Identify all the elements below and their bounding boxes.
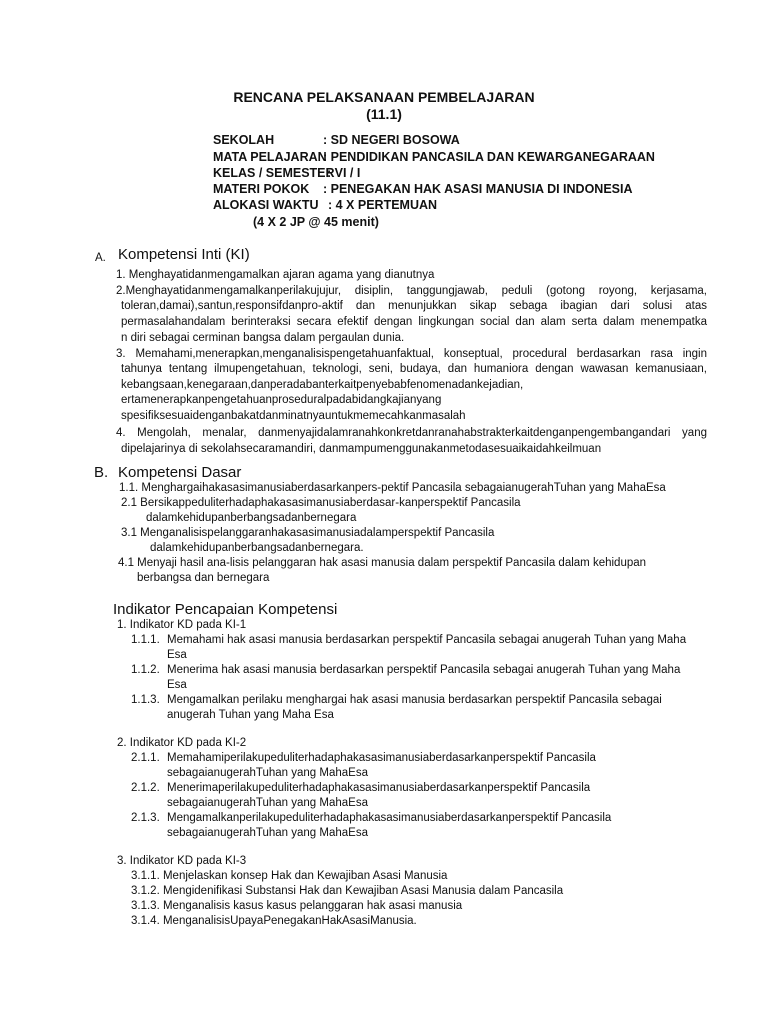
- ki-item-2-line-2: toleran,damai),santun,responsifdanpro-aktif dan menunjukkan sikap sebaga ibagian dari solusi atas: [121, 300, 707, 312]
- ki-item-2-line-4: n diri sebagai cerminan bangsa dalam pergaulan dunia.: [121, 332, 405, 344]
- indikator-1-1-1-num: 1.1.1.: [131, 634, 160, 646]
- section-a-marker: A.: [95, 252, 106, 264]
- indikator-1-1-2-line-2: Esa: [167, 679, 187, 691]
- meta-label-alokasi: ALOKASI WAKTU: [213, 198, 319, 212]
- indikator-3-1-2: 3.1.2. Mengidenifikasi Substansi Hak dan Kewajiban Asasi Manusia dalam Pancasila: [131, 885, 564, 897]
- meta-value-alokasi: : 4 X PERTEMUAN: [328, 198, 438, 212]
- indikator-3-1-1: 3.1.1. Menjelaskan konsep Hak dan Kewajiban Asasi Manusia: [131, 870, 448, 882]
- indikator-1-1-1-line-2: Esa: [167, 649, 187, 661]
- ki-item-3-line-5: spesifiksesuaidenganbakatdanminatnyauntukmemecahkanmasalah: [121, 410, 466, 422]
- indikator-2-1-1-num: 2.1.1.: [131, 752, 160, 764]
- meta-label-sekolah: SEKOLAH: [213, 133, 275, 147]
- indikator-1-1-2-line-1: Menerima hak asasi manusia berdasarkan perspektif Pancasila sebagai anugerah Tuhan yang Maha: [167, 664, 681, 676]
- ki-item-1-line-1: 1. Menghayatidanmengamalkan ajaran agama yang dianutnya: [116, 269, 435, 281]
- meta-value-materi: : PENEGAKAN HAK ASASI MANUSIA DI INDONESIA: [323, 182, 633, 196]
- kd-item-4-line-2: berbangsa dan bernegara: [137, 572, 270, 584]
- ki-item-4-line-1: 4. Mengolah, menalar, danmenyajidalamranahkonkretdanranahabstrakterkaitdenganpengembangandari yang: [116, 427, 707, 439]
- indikator-heading: Indikator Pencapaian Kompetensi: [113, 601, 338, 618]
- indikator-1-1-3-line-1: Mengamalkan perilaku menghargai hak asasi manusia berdasarkan perspektif Pancasila sebagai: [167, 694, 662, 706]
- meta-label-materi: MATERI POKOK: [213, 182, 310, 196]
- kd-item-2-line-2: dalamkehidupanberbangsadanbernegara: [146, 512, 357, 524]
- indikator-1-1-3-num: 1.1.3.: [131, 694, 160, 706]
- kd-item-3-line-2: dalamkehidupanberbangsadanbernegara.: [150, 542, 364, 554]
- indikator-group-1-title: 1. Indikator KD pada KI-1: [117, 619, 247, 631]
- document-title: RENCANA PELAKSANAAN PEMBELAJARAN: [233, 89, 535, 105]
- indikator-1-1-1-line-1: Memahami hak asasi manusia berdasarkan perspektif Pancasila sebagai anugerah Tuhan yang Maha: [167, 634, 687, 646]
- indikator-group-2-title: 2. Indikator KD pada KI-2: [117, 737, 247, 749]
- indikator-group-3-title: 3. Indikator KD pada KI-3: [117, 855, 247, 867]
- section-b-heading: Kompetensi Dasar: [118, 464, 242, 481]
- indikator-2-1-1-line-1: Memahamiperilakupeduliterhadaphakasasimanusiaberdasarkanperspektif Pancasila: [167, 752, 596, 764]
- section-a-heading: Kompetensi Inti (KI): [118, 246, 250, 263]
- ki-item-4-line-2: dipelajarinya di sekolahsecaramandiri, danmampumenggunakanmetodasesuaikaidahkeilmuan: [121, 443, 602, 455]
- ki-item-3-line-4: ertamenerapkanpengetahuanproseduralpadabidangkajianyang: [121, 394, 442, 406]
- ki-item-2-line-3: permasalahandalam berinteraksi secara efektif dengan lingkungan social dan alam serta dalam menempatka: [121, 316, 707, 328]
- ki-item-3-line-3: kebangsaan,kenegaraan,danperadabanterkaitpenyebabfenomenadankejadian,: [121, 379, 524, 391]
- kd-item-2-line-1: 2.1 Bersikappeduliterhadaphakasasimanusiaberdasar-kanperspektif Pancasila: [121, 497, 521, 509]
- ki-item-3-line-2: tahunya tentang ilmupengetahuan, teknologi, seni, budaya, dan humaniora dengan wawasan kemanusiaan,: [121, 363, 707, 375]
- document-subtitle: (11.1): [366, 106, 402, 122]
- meta-label-mapel: MATA PELAJARAN: [213, 150, 327, 164]
- ki-item-3-line-1: 3. Memahami,menerapkan,menganalisispengetahuanfaktual, konseptual, procedural berdasarkan rasa ingin: [116, 348, 707, 360]
- meta-value-sekolah: : SD NEGERI BOSOWA: [323, 133, 460, 147]
- meta-value-mapel: : PENDIDIKAN PANCASILA DAN KEWARGANEGARAAN: [323, 150, 655, 164]
- indikator-1-1-3-line-2: anugerah Tuhan yang Maha Esa: [167, 709, 334, 721]
- meta-value-kelas: : VI / I: [327, 166, 361, 180]
- indikator-2-1-2-line-2: sebagaianugerahTuhan yang MahaEsa: [167, 797, 368, 809]
- kd-item-1-line-1: 1.1. Menghargaihakasasimanusiaberdasarkanpers-pektif Pancasila sebagaianugerahTuhan yang MahaEsa: [119, 482, 666, 494]
- indikator-2-1-2-line-1: Menerimaperilakupeduliterhadaphakasasimanusiaberdasarkanperspektif Pancasila: [167, 782, 591, 794]
- indikator-3-1-3: 3.1.3. Menganalisis kasus kasus pelanggaran hak asasi manusia: [131, 900, 463, 912]
- section-b-marker: B.: [94, 464, 109, 481]
- indikator-2-1-2-num: 2.1.2.: [131, 782, 160, 794]
- indikator-2-1-3-line-2: sebagaianugerahTuhan yang MahaEsa: [167, 827, 368, 839]
- kd-item-4-line-1: 4.1 Menyaji hasil ana-lisis pelanggaran hak asasi manusia dalam perspektif Pancasila dalam kehidupan: [118, 557, 647, 569]
- ki-item-2-line-1: 2.Menghayatidanmengamalkanperilakujujur, disiplin, tanggungjawab, peduli (gotong royong, kerjasama,: [116, 285, 707, 297]
- meta-label-kelas: KELAS / SEMESTER: [213, 166, 335, 180]
- indikator-1-1-2-num: 1.1.2.: [131, 664, 160, 676]
- meta-note: (4 X 2 JP @ 45 menit): [253, 215, 379, 229]
- kd-item-3-line-1: 3.1 Menganalisispelanggaranhakasasimanusiadalamperspektif Pancasila: [121, 527, 495, 539]
- indikator-2-1-1-line-2: sebagaianugerahTuhan yang MahaEsa: [167, 767, 368, 779]
- indikator-3-1-4: 3.1.4. MenganalisisUpayaPenegakanHakAsasiManusia.: [131, 915, 417, 927]
- indikator-2-1-3-num: 2.1.3.: [131, 812, 160, 824]
- indikator-2-1-3-line-1: Mengamalkanperilakupeduliterhadaphakasasimanusiaberdasarkanperspektif Pancasila: [167, 812, 612, 824]
